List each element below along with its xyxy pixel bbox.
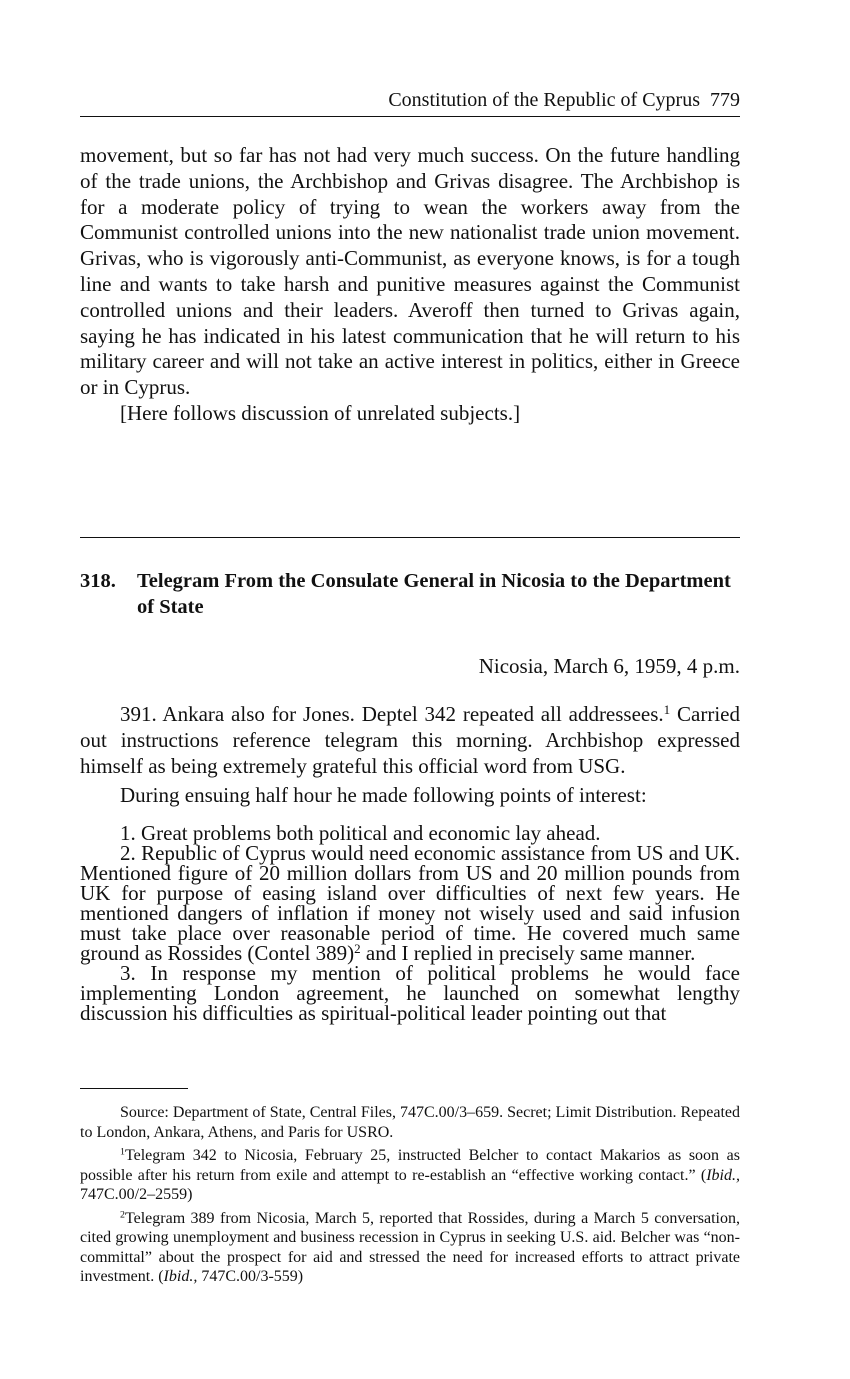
dateline: Nicosia, March 6, 1959, 4 p.m. (478, 654, 740, 678)
numbered-points (80, 823, 740, 1023)
running-title: Constitution of the Republic of Cyprus (388, 89, 700, 111)
page-number: 779 (710, 89, 740, 111)
footnote-2: $^2$Telegram 389 from Nicosia, March 5, reported that Rossides, during a March 5 conversation, cited growing unemployment and business recession in Cyprus in seeking U.S. aid. Belcher was “non-committal” about the prospect for aid and stressed the need for increased efforts to attract private investment. (Ibid., 747C.00/3-559) (80, 1209, 740, 1285)
footnote-rule (80, 1088, 188, 1089)
section-divider (80, 537, 740, 538)
footnote-1: $^1$Telegram 342 to Nicosia, February 25, instructed Belcher to contact Makarios as soon as possible after his return from exile and attempt to re-establish an “effective working contact.” (Ibid., 747C.00/2–2559) (80, 1146, 740, 1203)
footnotes (80, 1103, 740, 1291)
telegram-body (80, 702, 740, 813)
telegram-paragraph-1: 391. Ankara also for Jones. Deptel 342 repeated all addressees.$^1$ Carried out instructions reference telegram this morning. Archbishop expressed himself as being extremely grateful this official word from USG. (80, 701, 740, 778)
continuation-text (80, 143, 740, 427)
document-heading (80, 568, 740, 620)
list-item: 1. Great problems both political and economic lay ahead. (120, 821, 601, 845)
footnote-ref-2: 2 (354, 940, 361, 956)
list-item: 2. Republic of Cyprus would need economic assistance from US and UK. Mentioned figure of 20 million dollars from US and 20 million pounds from UK for purpose of easing island over difficulties of next few years. He mentioned dangers of inflation if money not wisely used and said infusion must take place over reasonable period of time. He covered much same ground as Rossides (Contel 389)$^2$ and I replied in precisely same manner. (80, 841, 740, 965)
telegram-paragraph-2: During ensuing half hour he made following points of interest: (120, 783, 647, 808)
editorial-note: [Here follows discussion of unrelated subjects.] (120, 400, 521, 425)
source-note: Source: Department of State, Central Files, 747C.00/3–659. Secret; Limit Distribution. Repeated to London, Ankara, Athens, and Paris for USRO. (80, 1104, 740, 1141)
document-number: 318. (80, 570, 116, 592)
document-title: Telegram From the Consulate General in Nicosia to the Department of State (137, 570, 731, 618)
running-head (80, 89, 740, 112)
footnote-ref-1: 1 (663, 701, 671, 717)
continuation-paragraph: movement, but so far has not had very much success. On the future handling of the trade unions, the Archbishop and Grivas disagree. The Archbishop is for a moderate policy of trying to wean the workers away from the Communist controlled unions into the new nationalist trade union movement. Grivas, who is vigorously anti-Communist, as everyone knows, is for a tough line and wants to take harsh and punitive measures against the Communist controlled unions and their leaders. Averoff then turned to Grivas again, saying he has indicated in his latest communication that he will return to his military career and will not take an active interest in politics, either in Greece or in Cyprus. (80, 143, 740, 400)
header-rule (80, 116, 740, 117)
list-item: 3. In response my mention of political problems he would face implementing London agreement, he launched on somewhat lengthy discussion his difficulties as spiritual-political leader pointing out that (80, 961, 740, 1025)
